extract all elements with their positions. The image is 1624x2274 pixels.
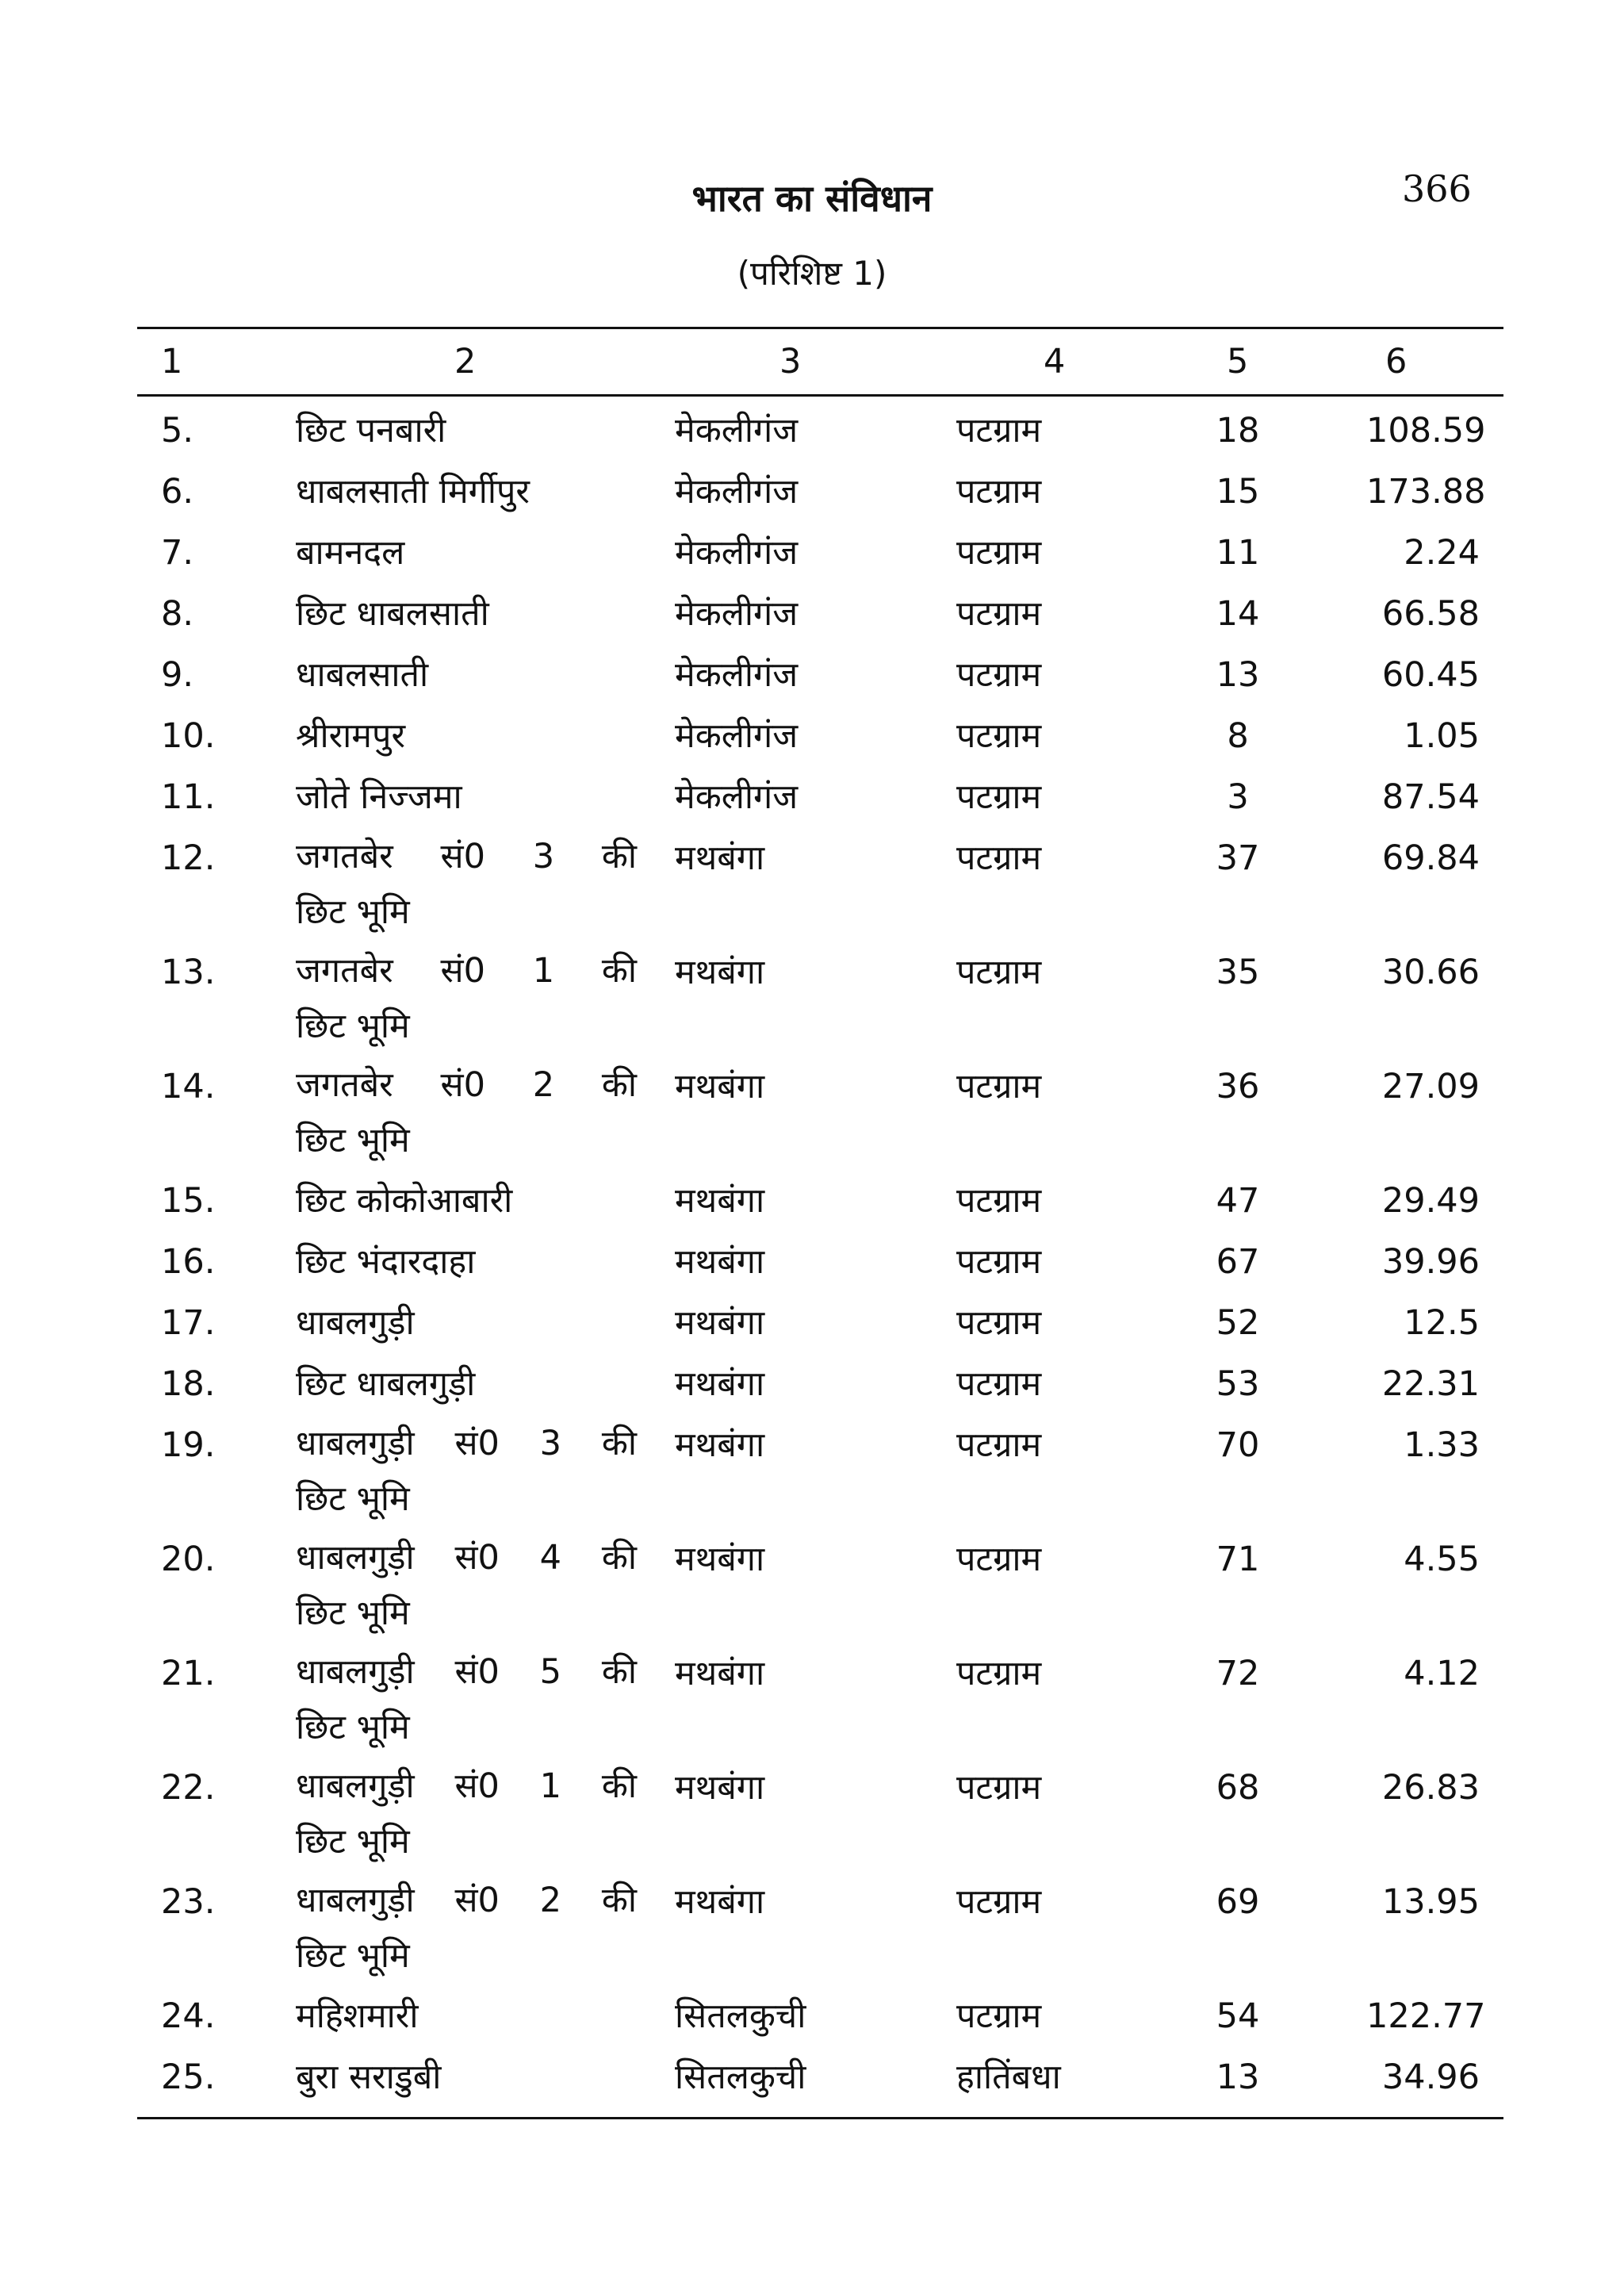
place-name-line-2: छिट भूमि xyxy=(296,1479,410,1519)
place-name xyxy=(296,1416,637,1527)
area-value: 30.66 xyxy=(1381,953,1480,992)
bangladesh-area: पटग्राम xyxy=(956,472,1042,512)
area-value: 87.54 xyxy=(1381,777,1480,817)
page-subtitle: (परिशिष्ट 1) xyxy=(737,254,887,293)
table-row xyxy=(137,1411,1503,1525)
area-value: 4.12 xyxy=(1404,1654,1480,1693)
table-row xyxy=(137,938,1503,1053)
table-header-row xyxy=(137,329,1503,394)
area-value: 13.95 xyxy=(1381,1882,1480,1922)
police-station: मथबंगा xyxy=(675,838,765,878)
police-station: मथबंगा xyxy=(675,1067,765,1106)
place-name-word: की xyxy=(601,951,637,991)
police-station: मथबंगा xyxy=(675,1303,765,1343)
jl-number: 67 xyxy=(1216,1242,1260,1282)
jl-number-cell xyxy=(1202,943,1321,1002)
police-station: मेकलीगंज xyxy=(675,533,799,573)
place-name-word: की xyxy=(601,837,637,876)
police-station: सितलकुची xyxy=(675,2057,806,2097)
place-name-word: सं0 xyxy=(440,1065,485,1105)
place-name-word: धाबलगुड़ी xyxy=(296,1881,415,1920)
area-value: 1.05 xyxy=(1404,716,1480,756)
police-station: मेकलीगंज xyxy=(675,716,799,756)
bangladesh-area: पटग्राम xyxy=(956,1242,1042,1282)
place-name: छिट धाबलसाती xyxy=(296,594,489,634)
column-header-5: 5 xyxy=(1227,342,1249,382)
table-row xyxy=(137,2043,1503,2104)
place-name-word: जगतबेर xyxy=(296,837,393,876)
bangladesh-area: पटग्राम xyxy=(956,411,1042,451)
serial-number: 16. xyxy=(161,1242,216,1282)
jl-number-cell xyxy=(1202,1530,1321,1589)
place-name xyxy=(296,1057,637,1168)
jl-number-cell xyxy=(1202,768,1321,826)
column-header-3: 3 xyxy=(779,342,802,382)
bangladesh-area: पटग्राम xyxy=(956,1540,1042,1579)
table-row xyxy=(137,641,1503,702)
area-value: 22.31 xyxy=(1381,1364,1480,1404)
place-name-line-2: छिट भूमि xyxy=(296,1121,410,1160)
jl-number-cell xyxy=(1202,707,1321,765)
police-station: मथबंगा xyxy=(675,1425,765,1465)
table-row xyxy=(137,397,1503,458)
place-name-word: सं0 xyxy=(454,1881,500,1920)
police-station: सितलकुची xyxy=(675,1996,806,2036)
table-row xyxy=(137,458,1503,519)
serial-number: 11. xyxy=(161,777,216,817)
table-row xyxy=(137,1754,1503,1868)
police-station: मथबंगा xyxy=(675,1364,765,1404)
serial-number: 5. xyxy=(161,411,194,451)
jl-number: 13 xyxy=(1216,2057,1260,2097)
place-name-line-1 xyxy=(296,829,637,884)
police-station: मथबंगा xyxy=(675,1540,765,1579)
serial-number: 9. xyxy=(161,655,194,695)
place-name-word: की xyxy=(601,1424,637,1463)
column-header-2: 2 xyxy=(454,342,477,382)
jl-number-cell xyxy=(1202,462,1321,521)
jl-number: 35 xyxy=(1216,953,1260,992)
place-name-word: सं0 xyxy=(454,1766,500,1806)
bangladesh-area: पटग्राम xyxy=(956,838,1042,878)
jl-number-cell xyxy=(1202,1873,1321,1931)
page-title: भारत का संविधान xyxy=(691,177,933,220)
police-station: मथबंगा xyxy=(675,1768,765,1808)
jl-number: 13 xyxy=(1216,655,1260,695)
jl-number-cell xyxy=(1202,1057,1321,1116)
jl-number-cell xyxy=(1202,646,1321,704)
place-name: छिट धाबलगुड़ी xyxy=(296,1364,476,1404)
jl-number-cell xyxy=(1202,829,1321,888)
jl-number-cell xyxy=(1202,1172,1321,1230)
jl-number-cell xyxy=(1202,1294,1321,1352)
column-header-6: 6 xyxy=(1385,342,1408,382)
bangladesh-area: पटग्राम xyxy=(956,1181,1042,1221)
place-name-word: 3 xyxy=(532,837,555,876)
police-station: मेकलीगंज xyxy=(675,594,799,634)
place-name-word: सं0 xyxy=(440,951,485,991)
bangladesh-area: पटग्राम xyxy=(956,777,1042,817)
police-station: मेकलीगंज xyxy=(675,472,799,512)
place-name-word: जगतबेर xyxy=(296,951,393,991)
bangladesh-area: पटग्राम xyxy=(956,1425,1042,1465)
place-name xyxy=(296,1758,637,1869)
column-header-4: 4 xyxy=(1044,342,1066,382)
area-value: 173.88 xyxy=(1366,472,1486,512)
table-row xyxy=(137,824,1503,938)
serial-number: 25. xyxy=(161,2057,216,2097)
place-name-line-1 xyxy=(296,1530,637,1586)
jl-number-cell xyxy=(1202,2048,1321,2107)
table-row xyxy=(137,763,1503,824)
police-station: मथबंगा xyxy=(675,953,765,992)
bangladesh-area: पटग्राम xyxy=(956,655,1042,695)
place-name-word: सं0 xyxy=(440,837,485,876)
serial-number: 7. xyxy=(161,533,194,573)
place-name-word: 3 xyxy=(539,1424,562,1463)
jl-number: 72 xyxy=(1216,1654,1260,1693)
place-name-line-2: छिट भूमि xyxy=(296,1708,410,1747)
table-row xyxy=(137,519,1503,580)
place-name-word: 4 xyxy=(539,1538,562,1578)
area-value: 60.45 xyxy=(1381,655,1480,695)
place-name: महिशमारी xyxy=(296,1996,419,2036)
place-name-word: धाबलगुड़ी xyxy=(296,1424,415,1463)
place-name-word: की xyxy=(601,1065,637,1105)
area-value: 39.96 xyxy=(1381,1242,1480,1282)
jl-number: 8 xyxy=(1227,716,1249,756)
serial-number: 15. xyxy=(161,1181,216,1221)
serial-number: 13. xyxy=(161,953,216,992)
serial-number: 18. xyxy=(161,1364,216,1404)
table-row xyxy=(137,1350,1503,1411)
place-name-word: धाबलगुड़ी xyxy=(296,1538,415,1578)
jl-number: 3 xyxy=(1227,777,1249,817)
place-name-line-1 xyxy=(296,1644,637,1700)
place-name-word: जगतबेर xyxy=(296,1065,393,1105)
area-value: 29.49 xyxy=(1381,1181,1480,1221)
place-name: धाबलगुड़ी xyxy=(296,1303,415,1343)
place-name-line-1 xyxy=(296,1057,637,1113)
bangladesh-area: पटग्राम xyxy=(956,1996,1042,2036)
place-name-line-1 xyxy=(296,1758,637,1814)
place-name-line-2: छिट भूमि xyxy=(296,892,410,932)
bangladesh-area: पटग्राम xyxy=(956,1364,1042,1404)
jl-number-cell xyxy=(1202,1987,1321,2046)
police-station: मथबंगा xyxy=(675,1242,765,1282)
place-name-word: 5 xyxy=(539,1652,562,1692)
jl-number: 54 xyxy=(1216,1996,1260,2036)
area-value: 108.59 xyxy=(1366,411,1486,451)
place-name: छिट पनबारी xyxy=(296,411,446,451)
place-name: जोते निज्जमा xyxy=(296,777,462,817)
place-name-line-2: छिट भूमि xyxy=(296,1593,410,1633)
police-station: मेकलीगंज xyxy=(675,411,799,451)
data-table xyxy=(137,327,1503,2119)
bangladesh-area: पटग्राम xyxy=(956,594,1042,634)
place-name-word: की xyxy=(601,1652,637,1692)
place-name-line-2: छिट भूमि xyxy=(296,1007,410,1046)
police-station: मथबंगा xyxy=(675,1882,765,1922)
place-name: श्रीरामपुर xyxy=(296,716,406,756)
bangladesh-area: पटग्राम xyxy=(956,953,1042,992)
place-name-word: 1 xyxy=(539,1766,562,1806)
area-value: 4.55 xyxy=(1404,1540,1480,1579)
place-name: धाबलसाती मिर्गीपुर xyxy=(296,472,530,512)
place-name xyxy=(296,1644,637,1755)
place-name xyxy=(296,1873,637,1984)
table-row xyxy=(137,1167,1503,1228)
serial-number: 21. xyxy=(161,1654,216,1693)
serial-number: 10. xyxy=(161,716,216,756)
jl-number: 71 xyxy=(1216,1540,1260,1579)
jl-number-cell xyxy=(1202,1233,1321,1291)
jl-number: 52 xyxy=(1216,1303,1260,1343)
jl-number-cell xyxy=(1202,1644,1321,1703)
place-name: बुरा सराडुबी xyxy=(296,2057,442,2097)
area-value: 1.33 xyxy=(1404,1425,1480,1465)
place-name-word: की xyxy=(601,1881,637,1920)
place-name-line-2: छिट भूमि xyxy=(296,1936,410,1976)
table-row xyxy=(137,1982,1503,2043)
jl-number: 70 xyxy=(1216,1425,1260,1465)
table-row xyxy=(137,1525,1503,1639)
place-name: छिट कोकोआबारी xyxy=(296,1181,513,1221)
jl-number: 18 xyxy=(1216,411,1260,451)
serial-number: 24. xyxy=(161,1996,216,2036)
place-name-line-1 xyxy=(296,1416,637,1471)
place-name xyxy=(296,829,637,940)
place-name xyxy=(296,943,637,1054)
area-value: 66.58 xyxy=(1381,594,1480,634)
jl-number: 15 xyxy=(1216,472,1260,512)
jl-number-cell xyxy=(1202,1355,1321,1413)
place-name: छिट भंदारदाहा xyxy=(296,1242,476,1282)
place-name-word: धाबलगुड़ी xyxy=(296,1652,415,1692)
page-number: 366 xyxy=(1402,167,1472,210)
place-name-word: सं0 xyxy=(454,1652,500,1692)
bangladesh-area: पटग्राम xyxy=(956,1654,1042,1693)
area-value: 122.77 xyxy=(1366,1996,1486,2036)
police-station: मेकलीगंज xyxy=(675,655,799,695)
jl-number: 47 xyxy=(1216,1181,1260,1221)
area-value: 69.84 xyxy=(1381,838,1480,878)
place-name xyxy=(296,1530,637,1641)
jl-number: 69 xyxy=(1216,1882,1260,1922)
bangladesh-area: पटग्राम xyxy=(956,1882,1042,1922)
place-name-word: की xyxy=(601,1766,637,1806)
serial-number: 14. xyxy=(161,1067,216,1106)
serial-number: 19. xyxy=(161,1425,216,1465)
jl-number-cell xyxy=(1202,585,1321,643)
place-name-word: सं0 xyxy=(454,1538,500,1578)
table-bottom-rule xyxy=(137,2117,1503,2119)
jl-number: 11 xyxy=(1216,533,1260,573)
place-name-word: 1 xyxy=(532,951,555,991)
jl-number-cell xyxy=(1202,401,1321,460)
area-value: 26.83 xyxy=(1381,1768,1480,1808)
bangladesh-area: पटग्राम xyxy=(956,716,1042,756)
place-name-word: 2 xyxy=(532,1065,555,1105)
place-name-word: की xyxy=(601,1538,637,1578)
table-row xyxy=(137,1868,1503,1982)
jl-number: 53 xyxy=(1216,1364,1260,1404)
bangladesh-area: पटग्राम xyxy=(956,1768,1042,1808)
jl-number-cell xyxy=(1202,1416,1321,1474)
table-row xyxy=(137,1289,1503,1350)
table-row xyxy=(137,1228,1503,1289)
place-name-line-2: छिट भूमि xyxy=(296,1822,410,1862)
area-value: 27.09 xyxy=(1381,1067,1480,1106)
jl-number: 36 xyxy=(1216,1067,1260,1106)
bangladesh-area: पटग्राम xyxy=(956,1303,1042,1343)
place-name-line-1 xyxy=(296,1873,637,1928)
place-name-word: सं0 xyxy=(454,1424,500,1463)
jl-number-cell xyxy=(1202,523,1321,582)
table-row xyxy=(137,1053,1503,1167)
serial-number: 6. xyxy=(161,472,194,512)
table-row xyxy=(137,702,1503,763)
police-station: मथबंगा xyxy=(675,1181,765,1221)
police-station: मेकलीगंज xyxy=(675,777,799,817)
bangladesh-area: पटग्राम xyxy=(956,1067,1042,1106)
place-name-word: धाबलगुड़ी xyxy=(296,1766,415,1806)
place-name: बामनदल xyxy=(296,533,405,573)
area-value: 12.5 xyxy=(1404,1303,1480,1343)
table-row xyxy=(137,1639,1503,1754)
jl-number: 37 xyxy=(1216,838,1260,878)
serial-number: 23. xyxy=(161,1882,216,1922)
police-station: मथबंगा xyxy=(675,1654,765,1693)
jl-number-cell xyxy=(1202,1758,1321,1817)
bangladesh-area: पटग्राम xyxy=(956,533,1042,573)
table-body xyxy=(137,397,1503,2117)
bangladesh-area: हातिंबधा xyxy=(956,2057,1061,2097)
column-header-1: 1 xyxy=(161,342,183,382)
place-name-word: 2 xyxy=(539,1881,562,1920)
jl-number: 68 xyxy=(1216,1768,1260,1808)
serial-number: 12. xyxy=(161,838,216,878)
serial-number: 8. xyxy=(161,594,194,634)
table-row xyxy=(137,580,1503,641)
place-name-line-1 xyxy=(296,943,637,999)
area-value: 34.96 xyxy=(1381,2057,1480,2097)
serial-number: 17. xyxy=(161,1303,216,1343)
area-value: 2.24 xyxy=(1404,533,1480,573)
jl-number: 14 xyxy=(1216,594,1260,634)
serial-number: 20. xyxy=(161,1540,216,1579)
serial-number: 22. xyxy=(161,1768,216,1808)
place-name: धाबलसाती xyxy=(296,655,429,695)
